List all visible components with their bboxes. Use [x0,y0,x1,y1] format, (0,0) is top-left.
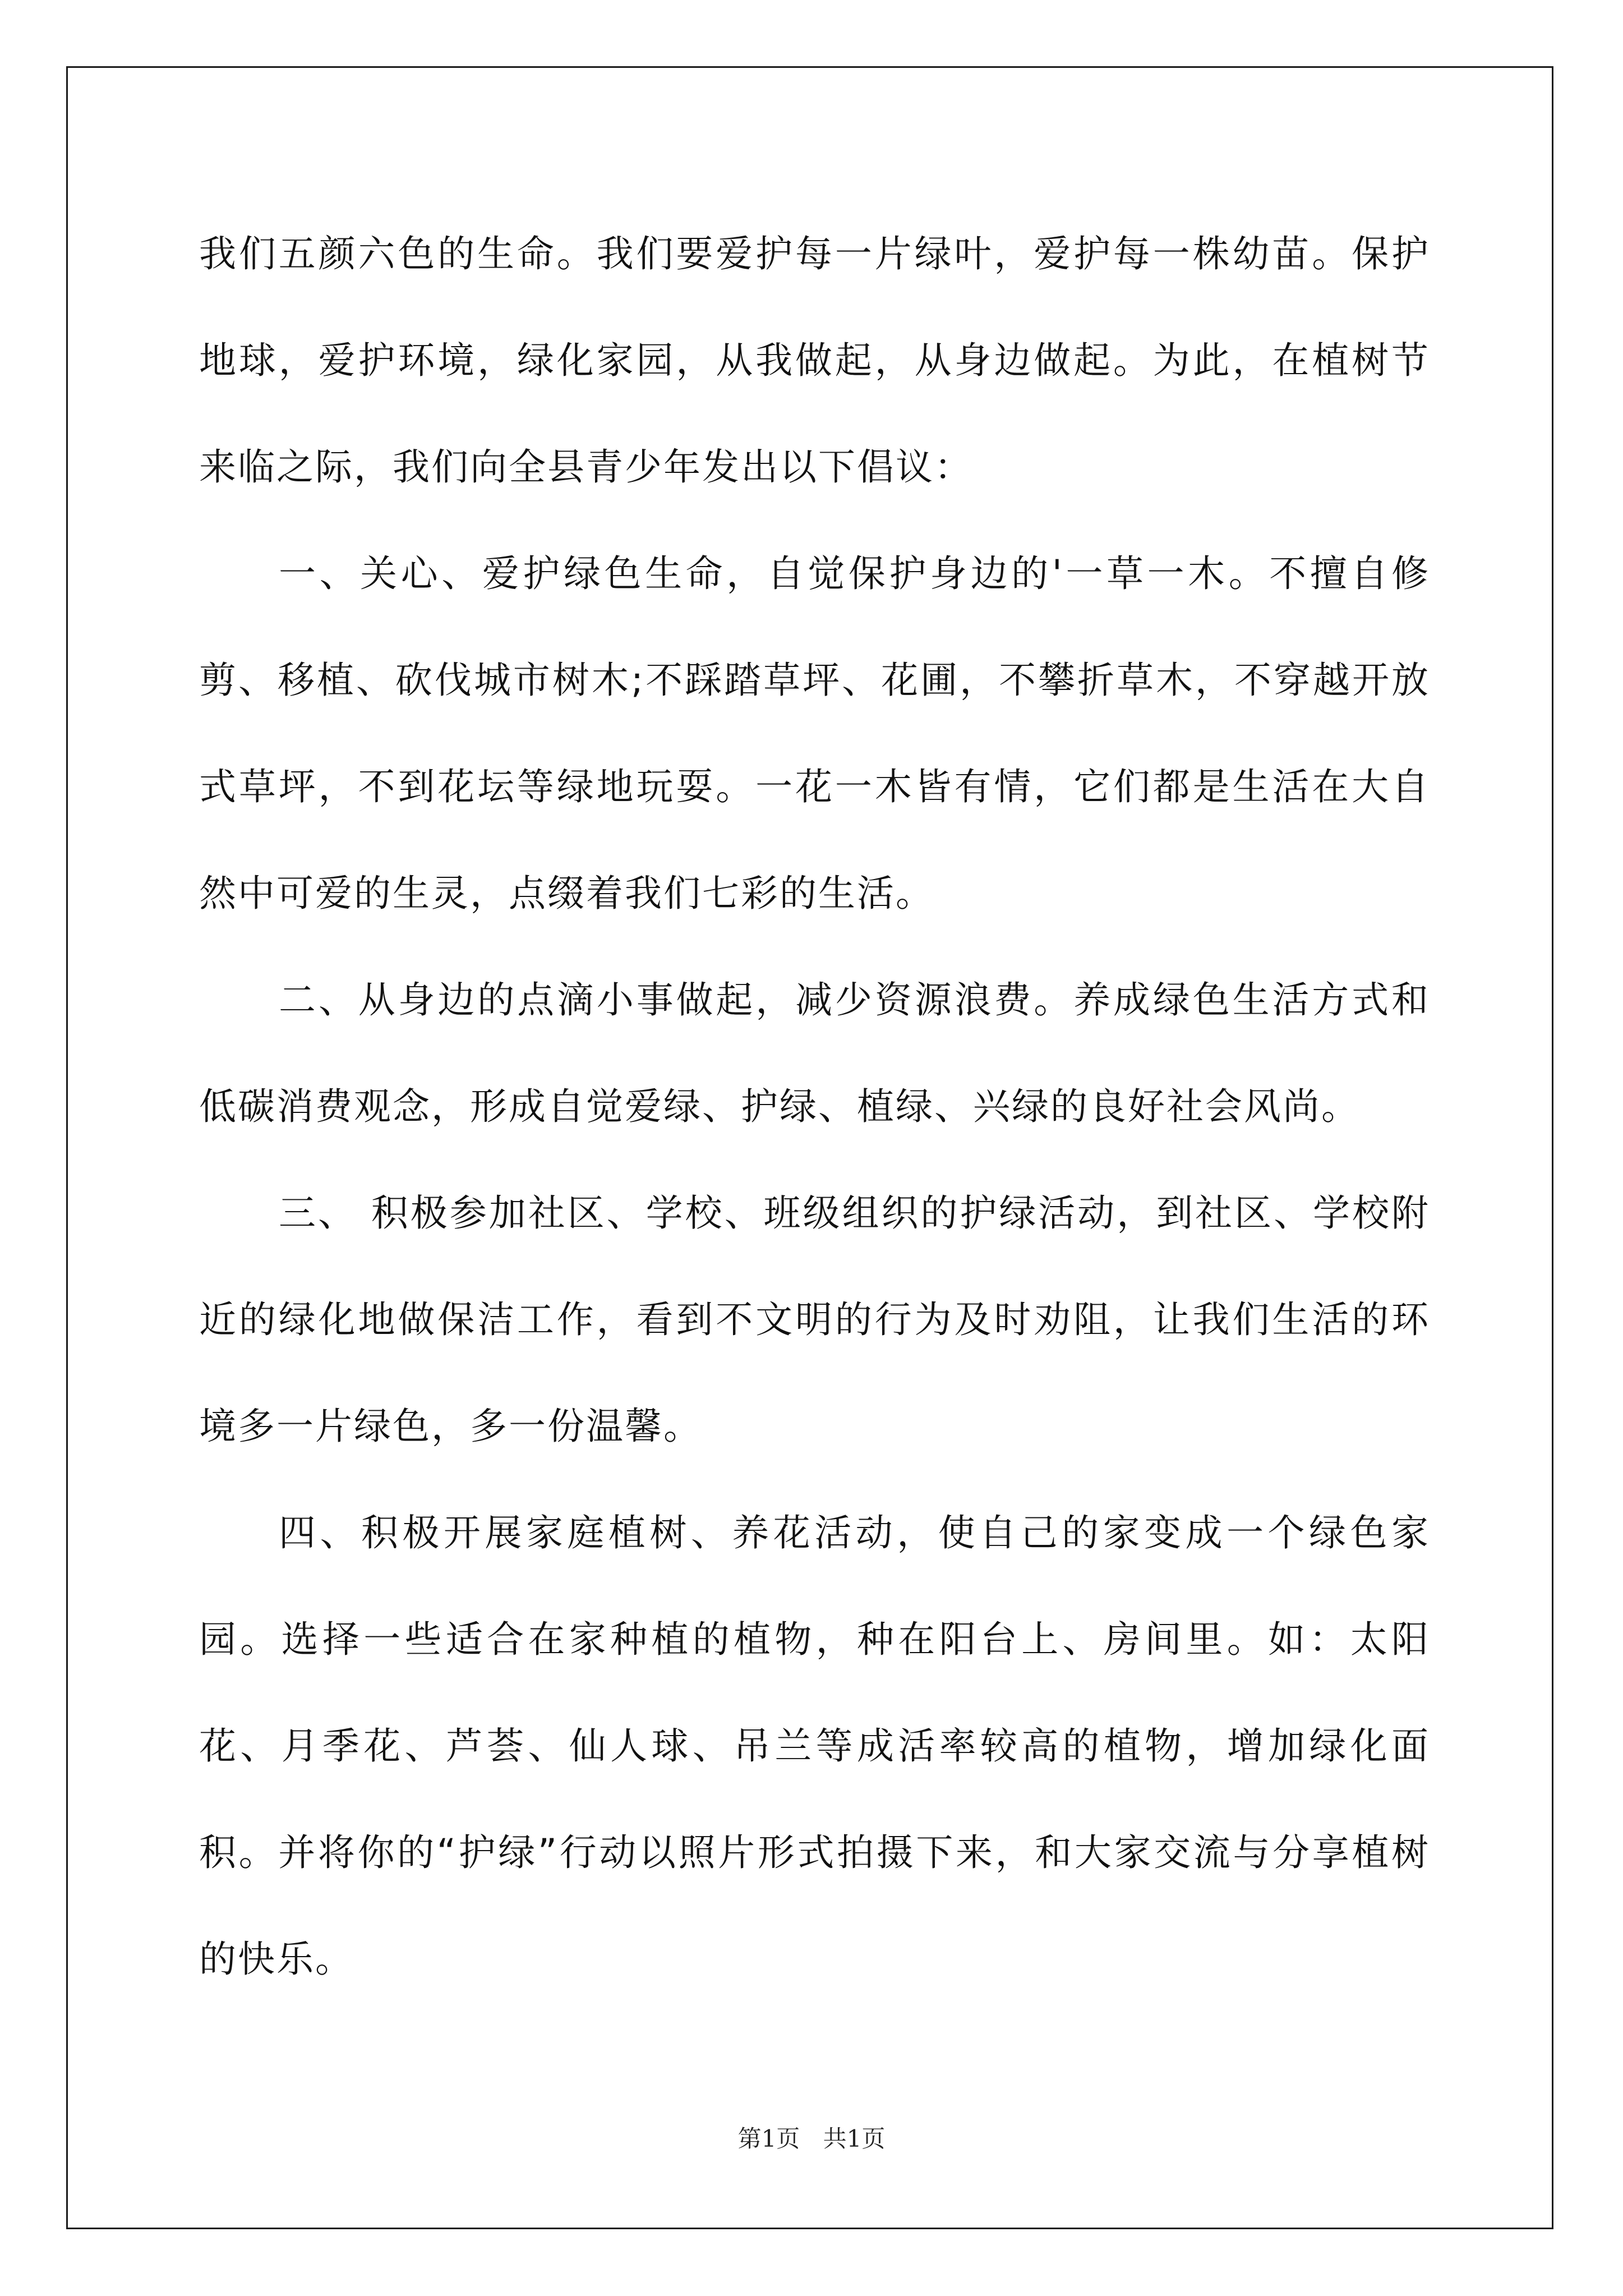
paragraph-proposal-1: 一、关心、爱护绿色生命，自觉保护身边的'一草一木。不擅自修剪、移植、砍伐城市树木;不踩踏草坪、花圃，不攀折草木，不穿越开放式草坪，不到花坛等绿地玩耍。一花一木皆有情，它们都是生活在大自然中可爱的生灵，点缀着我们七彩的生活。 [199,552,1430,915]
paragraph-intro: 我们五颜六色的生命。我们要爱护每一片绿叶，爱护每一株幼苗。保护地球，爱护环境，绿化家园，从我做起，从身边做起。为此，在植树节来临之际，我们向全县青少年发出以下倡议： [199,232,1430,489]
document-body [199,201,1430,2013]
page-number: 第1页 [737,2125,800,2152]
paragraph-proposal-2: 二、从身边的点滴小事做起，减少资源浪费。养成绿色生活方式和低碳消费观念，形成自觉爱绿、护绿、植绿、兴绿的良好社会风尚。 [199,978,1430,1128]
page-total: 共1页 [823,2125,886,2152]
paragraph-proposal-3: 三、 积极参加社区、学校、班级组织的护绿活动，到社区、学校附近的绿化地做保洁工作，看到不文明的行为及时劝阻，让我们生活的环境多一片绿色，多一份温馨。 [199,1191,1430,1448]
paragraph-proposal-4: 四、积极开展家庭植树、养花活动，使自己的家变成一个绿色家园。选择一些适合在家种植的植物，种在阳台上、房间里。如：太阳花、月季花、芦荟、仙人球、吊兰等成活率较高的植物，增加绿化面积。并将你的“护绿”行动以照片形式拍摄下来，和大家交流与分享植树的快乐。 [199,1511,1430,1981]
page-footer [0,2120,1623,2154]
